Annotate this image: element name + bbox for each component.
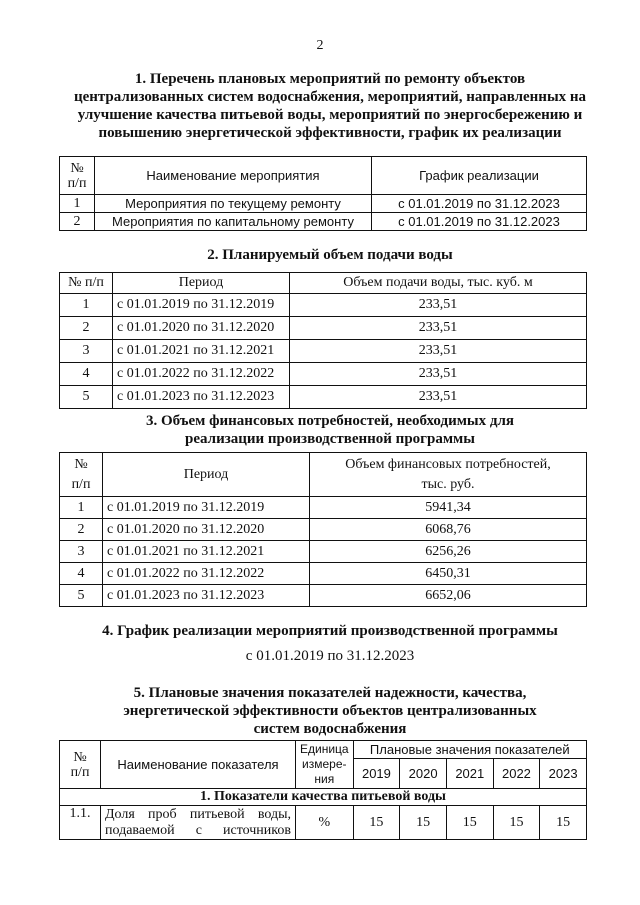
table-row: 4 с 01.01.2022 по 31.12.2022 6450,31 [60, 563, 587, 585]
table-row: 5 с 01.01.2023 по 31.12.2023 6652,06 [60, 585, 587, 607]
header-num: № п/п [60, 453, 103, 497]
table-row: 1 с 01.01.2019 по 31.12.2019 5941,34 [60, 497, 587, 519]
header-schedule: График реализации [372, 157, 587, 195]
header-num: № п/п [60, 273, 113, 294]
table-row: 5 с 01.01.2023 по 31.12.2023 233,51 [60, 386, 587, 409]
table-row: 1 с 01.01.2019 по 31.12.2019 233,51 [60, 294, 587, 317]
table-header-row [60, 157, 587, 195]
table-header-row [60, 453, 587, 497]
table-row: 3 с 01.01.2021 по 31.12.2021 233,51 [60, 340, 587, 363]
header-unit: Единица измере- ния [296, 741, 354, 789]
header-period: Период [103, 453, 310, 497]
group-row [60, 789, 587, 806]
section2-title: 2. Планируемый объем подачи воды [207, 247, 453, 263]
indicators-table [59, 740, 587, 840]
section1-title: 1. Перечень плановых мероприятий по ремонту объектов централизованных систем водоснабжения, мероприятий, направленных на улучшение качества питьевой воды, мероприятий по энергосбережению и повышению энергетической эффективности, график их реализации [73, 71, 587, 141]
table-row: 2 с 01.01.2020 по 31.12.2020 6068,76 [60, 519, 587, 541]
header-indicator-name: Наименование показателя [101, 741, 296, 789]
table-row: 2 с 01.01.2020 по 31.12.2020 233,51 [60, 317, 587, 340]
group-title: 1. Показатели качества питьевой воды [60, 789, 587, 806]
header-year: 2019 [353, 759, 400, 789]
header-num: № п/п [60, 741, 101, 789]
header-finance: Объем финансовых потребностей, тыс. руб. [310, 453, 587, 497]
table-header-row [60, 273, 587, 294]
header-year: 2023 [540, 759, 587, 789]
page-number: 2 [316, 38, 324, 53]
table-row: 4 с 01.01.2022 по 31.12.2022 233,51 [60, 363, 587, 386]
section3-title: 3. Объем финансовых потребностей, необходимых для реализации производственной программы [145, 413, 515, 447]
header-planned-values: Плановые значения показателей [353, 741, 586, 759]
header-year: 2020 [400, 759, 447, 789]
water-supply-table [59, 272, 587, 409]
header-period: Период [113, 273, 290, 294]
section4-period: с 01.01.2019 по 31.12.2023 [245, 648, 415, 664]
finance-table [59, 452, 587, 607]
header-year: 2022 [493, 759, 540, 789]
table-row: 3 с 01.01.2021 по 31.12.2021 6256,26 [60, 541, 587, 563]
header-activity-name: Наименование мероприятия [95, 157, 372, 195]
table-row: 2 Мероприятия по капитальному ремонту с 01.01.2019 по 31.12.2023 [60, 213, 587, 231]
activities-table [59, 156, 587, 231]
table-row: 1.1. Доля проб питьевой воды, подаваемой с источников % 15 15 15 15 15 [60, 806, 587, 840]
section4-title: 4. График реализации мероприятий производственной программы [102, 623, 558, 639]
table-row: 1 Мероприятия по текущему ремонту с 01.01.2019 по 31.12.2023 [60, 195, 587, 213]
header-volume: Объем подачи воды, тыс. куб. м [290, 273, 587, 294]
header-year: 2021 [446, 759, 493, 789]
indicator-name: Доля проб питьевой воды, подаваемой с источников [101, 806, 296, 840]
section5-title: 5. Плановые значения показателей надежности, качества, энергетической эффективности объектов централизованных систем водоснабжения [123, 685, 537, 737]
header-num: № п/п [60, 157, 95, 195]
table-header-row [60, 741, 587, 759]
